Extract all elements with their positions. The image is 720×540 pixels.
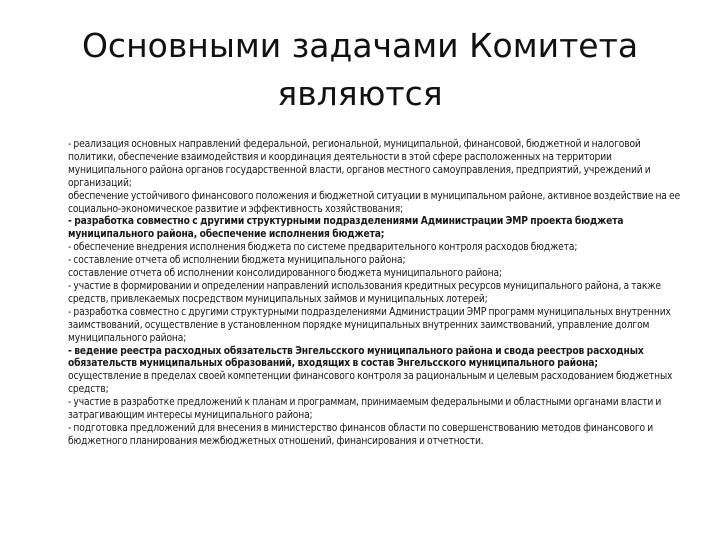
task-item: составление отчета об исполнении консолидированного бюджета муниципального района;: [68, 268, 502, 280]
task-item: - составление отчета об исполнении бюджета муниципального района;: [68, 255, 406, 267]
task-item: - обеспечение внедрения исполнения бюджета по системе предварительного контроля расходов бюджета;: [68, 242, 578, 254]
task-item: осуществление в пределах своей компетенции финансового контроля за рациональным и целевым расходованием бюджетных средств;: [68, 371, 673, 396]
task-item: - разработка совместно с другими структурными подразделениями Администрации ЭМР проекта бюджета муниципального района, обеспечение исполнения бюджета;: [68, 216, 624, 241]
task-item: - подготовка предложений для внесения в министерство финансов области по совершенствованию методов финансового и бюджетного планирования межбюджетных отношений, финансирования и отчетности.: [68, 422, 654, 447]
tasks-list: [68, 139, 686, 449]
slide-title-line-2: являются: [277, 74, 443, 113]
slide-title: [40, 22, 680, 118]
task-item: - участие в формировании и определении направлений использования кредитных ресурсов муниципального района, а также средств, привлекаемых посредством муниципальных займов и муниципальных лотерей;: [68, 280, 661, 305]
task-item: - ведение реестра расходных обязательств Энгельсского муниципального района и свода реестров расходных обязательств муниципальных образований, входящих в состав Энгельсского муниципального района;: [68, 345, 644, 370]
slide-title-line-1: Основными задачами Комитета: [81, 26, 639, 65]
task-item: обеспечение устойчивого финансового положения и бюджетной ситуации в муниципальном районе, активное воздействие на ее социально-экономическое развитие и эффективность хозяйствования;: [68, 190, 680, 215]
task-item: - реализация основных направлений федеральной, региональной, муниципальной, финансовой, бюджетной и налоговой политики, обеспечение взаимодействия и координация деятельности в этой сфере расположенных на территории муниципального района органов государственной власти, органов местного самоуправления, предприятий, учреждений и организаций;: [68, 139, 651, 189]
task-item: - участие в разработке предложений к планам и программам, принимаемым федеральными и областными органами власти и затрагивающим интересы муниципального района;: [68, 397, 662, 422]
task-item: - разработка совместно с другими структурными подразделениями Администрации ЭМР программ муниципальных внутренних заимствований, осуществление в установленном порядке муниципальных внутренних заимствований, управление долгом муниципального района;: [68, 306, 671, 344]
